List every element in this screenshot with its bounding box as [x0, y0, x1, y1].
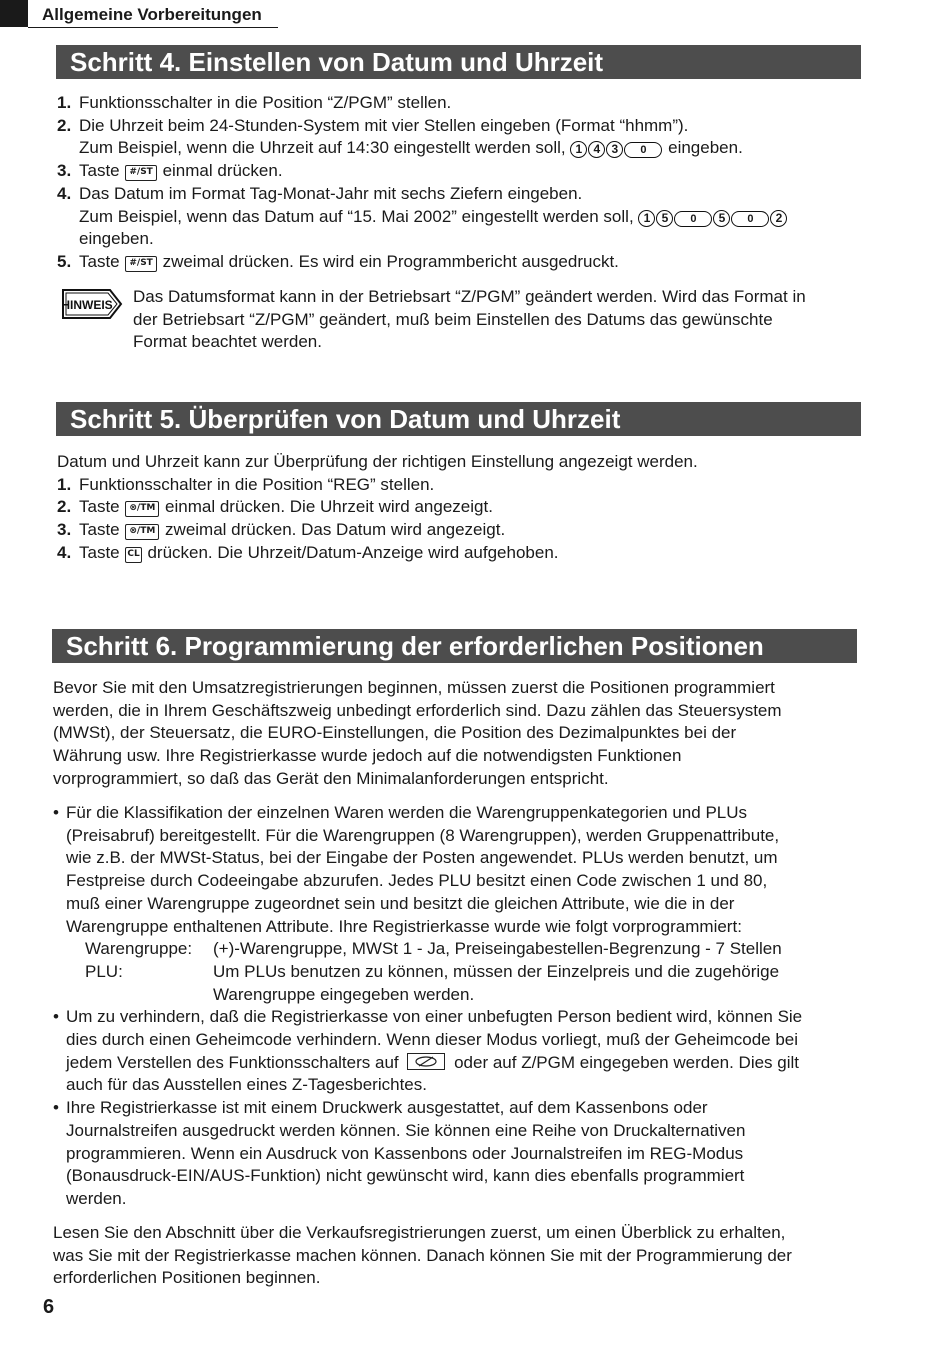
def-plu [53, 961, 802, 984]
step6-bullets [53, 802, 802, 1211]
bullet-icon: • [53, 1007, 59, 1027]
tm-key-icon: ⊗/TM [125, 524, 159, 540]
zero-key-icon: 0 [674, 211, 712, 227]
def-term: PLU: [85, 961, 123, 981]
digit-key-icon: 5 [713, 210, 730, 227]
def-desc: Um PLUs benutzen zu können, müssen der Einzelpreis und die zugehörige [213, 961, 780, 981]
hinweis-note [133, 286, 806, 354]
step6-intro [53, 677, 782, 791]
text-line: Für die Klassifikation der einzelnen Waren werden die Warengruppenkategorien und PLUs [66, 803, 748, 822]
time-key-sequence [570, 138, 663, 157]
digit-key-icon: 1 [570, 141, 587, 158]
text-segment: oder auf Z/PGM eingegeben werden. Dies gilt [454, 1052, 800, 1072]
text-line: Festpreise durch Codeeingabe abzurufen. Jedes PLU besitzt einen Code zwischen 1 und 80, [66, 871, 768, 891]
hinweis-line: Das Datumsformat kann in der Betriebsart “Z/PGM” geändert werden. Wird das Format in [133, 287, 806, 306]
digit-key-icon: 3 [606, 141, 623, 158]
step5-intro: Datum und Uhrzeit kann zur Überprüfung der richtigen Einstellung angezeigt werden. [57, 452, 698, 471]
st-key-icon: #/ST [125, 256, 156, 272]
def-desc: Warengruppe eingegeben werden. [213, 984, 475, 1004]
step4-item-2: 2. Die Uhrzeit beim 24-Stunden-System mit vier Stellen eingeben (Format “hhmm”). [57, 115, 689, 135]
step4-item-3: 3. Taste #/ST einmal drücken. [57, 161, 283, 181]
step4-title: Schritt 4. Einstellen von Datum und Uhrzeit [56, 45, 861, 79]
cl-key-icon: CL [125, 547, 141, 563]
step4-list [57, 92, 788, 274]
text-line: dies durch einen Geheimcode verhindern. Wenn dieser Modus vorliegt, muß der Geheimcode bei [66, 1030, 799, 1050]
text-line: Um zu verhindern, daß die Registrierkasse von einer unbefugten Person bedient wird, können Sie [66, 1007, 803, 1027]
step6-outro [53, 1222, 792, 1290]
zero-key-icon: 0 [731, 211, 769, 227]
text-line: Währung usw. Ihre Registrierkasse wurde jedoch auf die notwendigsten Funktionen [53, 746, 682, 766]
bullet-secret-code [53, 1006, 802, 1097]
tm-key-icon: ⊗/TM [125, 501, 159, 517]
def-warengruppe [53, 938, 802, 961]
date-key-sequence [638, 207, 788, 226]
hinweis-icon [60, 287, 124, 321]
def-plu-cont [53, 984, 802, 1007]
hinweis-line: Format beachtet werden. [133, 332, 322, 352]
text-line: erforderlichen Positionen beginnen. [53, 1268, 321, 1288]
digit-key-icon: 4 [588, 141, 605, 158]
page-number: 6 [43, 1296, 55, 1318]
st-key-icon: #/ST [125, 165, 156, 181]
step5-item-3: 3. Taste ⊗/TM zweimal drücken. Das Datum wird angezeigt. [57, 520, 506, 540]
text-line: programmieren. Wenn ein Ausdruck von Kassenbons oder Journalstreifen im REG-Modus [66, 1143, 744, 1163]
text-line: werden. [66, 1188, 127, 1208]
bullet-icon: • [53, 1098, 59, 1118]
text-line: muß einer Warengruppe zugeordnet sein und besitzt die gleichen Attribute, wie die in der [66, 893, 735, 913]
section-header: Allgemeine Vorbereitungen [42, 5, 262, 24]
text-line: Ihre Registrierkasse ist mit einem Druckwerk ausgestattet, auf dem Kassenbons oder [66, 1098, 708, 1118]
bullet-classification [53, 802, 802, 938]
text-line: (MWSt), der Steuersatz, die EURO-Einstellungen, die Position des Dezimalpunktes bei der [53, 723, 737, 743]
text-line: auch für das Ausstellen eines Z-Tagesberichtes. [66, 1075, 427, 1095]
text-line: (Bonausdruck-EIN/AUS-Funktion) nicht gewünscht wird, kann dies ebenfalls programmiert [66, 1166, 745, 1186]
step4-item-2-example: Zum Beispiel, wenn die Uhrzeit auf 14:30 eingestellt werden soll, 1 4 3 0 eingeben. [79, 138, 743, 158]
step5-title: Schritt 5. Überprüfen von Datum und Uhrzeit [56, 402, 861, 436]
text-line: (Preisabruf) bereitgestellt. Für die Warengruppen (8 Warengruppen), werden Gruppenattribute, [66, 825, 780, 845]
step5-item-2: 2. Taste ⊗/TM einmal drücken. Die Uhrzeit wird angezeigt. [57, 497, 493, 517]
def-desc: (+)-Warengruppe, MWSt 1 - Ja, Preiseingabestellen-Begrenzung - 7 Stellen [213, 939, 782, 959]
step4-item-4-example: Zum Beispiel, wenn das Datum auf “15. Mai 2002” eingestellt werden soll, 1 5 0 5 0 2 [57, 206, 788, 229]
header-underline [28, 27, 278, 28]
text-line: Bevor Sie mit den Umsatzregistrierungen beginnen, müssen zuerst die Positionen programmiert [53, 678, 775, 697]
hinweis-line: der Betriebsart “Z/PGM” geändert, muß beim Einstellen des Datums das gewünschte [133, 309, 773, 329]
def-term: Warengruppe: [85, 939, 193, 959]
step5-item-1: 1. Funktionsschalter in die Position “REG” stellen. [57, 474, 435, 494]
text-segment: jedem Verstellen des Funktionsschalters auf [66, 1052, 399, 1072]
step6-title: Schritt 6. Programmierung der erforderlichen Positionen [52, 629, 857, 663]
header-marker [0, 0, 28, 27]
zero-key-icon: 0 [624, 142, 662, 158]
hinweis-label: HINWEIS [61, 298, 113, 312]
text-line: wie z.B. der MWSt-Status, bei der Eingabe der Posten angewendet. PLUs werden benutzt, um [66, 848, 778, 868]
step4-item-5: 5. Taste #/ST zweimal drücken. Es wird ein Programmbericht ausgedruckt. [57, 251, 619, 271]
bullet-printer [53, 1097, 802, 1211]
text-line: Warengruppe enthaltenen Attribute. Ihre Registrierkasse wurde wie folgt vorprogrammiert: [66, 916, 742, 936]
step4-item-1: 1. Funktionsschalter in die Position “Z/PGM” stellen. [57, 93, 452, 112]
text-line: werden, die in Ihrem Geschäftszweig unbedingt erforderlich sind. Dazu zählen das Steuersystem [53, 700, 782, 720]
text-line: Lesen Sie den Abschnitt über die Verkaufsregistrierungen zuerst, um einen Überblick zu erhalten, [53, 1223, 786, 1242]
step5-item-4: 4. Taste CL drücken. Die Uhrzeit/Datum-Anzeige wird aufgehoben. [57, 542, 559, 562]
step4-item-4-example-cont: eingeben. [79, 229, 154, 249]
mode-switch-icon [407, 1053, 445, 1070]
text-line: vorprogrammiert, so daß das Gerät den Minimalanforderungen entspricht. [53, 768, 609, 788]
digit-key-icon: 1 [638, 210, 655, 227]
text-line: Journalstreifen ausgedruckt werden können. Sie können eine Reihe von Druckalternativen [66, 1120, 746, 1140]
text-line [66, 1052, 802, 1075]
step4-item-4: 4. Das Datum im Format Tag-Monat-Jahr mit sechs Ziefern eingeben. [57, 183, 583, 203]
step5-list [57, 451, 698, 565]
digit-key-icon: 2 [770, 210, 787, 227]
bullet-icon: • [53, 803, 59, 822]
digit-key-icon: 5 [656, 210, 673, 227]
text-line: was Sie mit der Registrierkasse machen können. Danach können Sie mit der Programmierung der [53, 1245, 792, 1265]
